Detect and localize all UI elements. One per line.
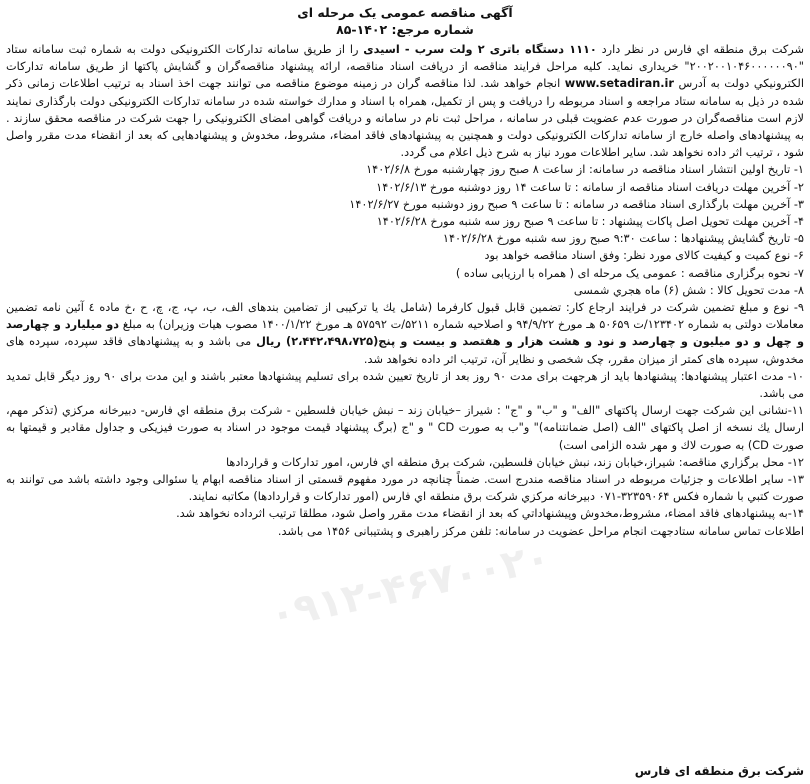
contact-info: اطلاعات تماس سامانه ستادجهت انجام مراحل عضویت در سامانه: تلفن مرکز راهبری و پشتیبانی ۱۴۵۶ می باشد.	[277, 524, 804, 538]
list-item: ۴- آخرین مهلت تحویل اصل پاکات پیشنهاد : تا ساعت ۹ صبح روز سه شنبه مورخ ۱۴۰۲/۶/۲۸	[376, 215, 804, 229]
signature: شرکت برق منطقه ای فارس	[634, 764, 804, 778]
list-item: ۵- تاریخ گشایش پیشنهادها : ساعت ۹:۳۰ صبح روز سه شنبه مورخ ۱۴۰۲/۶/۲۸	[442, 232, 804, 246]
intro-text-a: شرکت برق منطقه اي فارس در نظر دارد	[596, 43, 804, 56]
intro-paragraph	[6, 41, 804, 161]
list-item: ۱۳- سایر اطلاعات و جزئیات مربوطه در اسناد مناقصه مندرج است. ضمناً چنانچه در مورد مفهوم قسمتی از اسناد مناقصه ابهام یا سئوالی وجود داشته باشد می توانند به صورت کتبي با شماره فکس ۳۲۳۵۹۰۶۴-۰۷۱ دبیرخانه مرکزي شرکت برق منطقه اي فارس (امور تدارکات و قراردادها) مکاتبه نمایند.	[6, 473, 804, 504]
list-item: ۲- آخرین مهلت دریافت اسناد مناقصه از سامانه : تا ساعت ۱۴ روز دوشنبه مورخ ۱۴۰۲/۶/۱۳	[376, 180, 804, 194]
tender-notice	[6, 4, 804, 540]
guarantee-amount: دو میلیارد و چهارصد و چهل و دو میلیون و چهارصد و نود و هشت هزار و هفتصد و بیست و پنج(۲،۴۴۲،۴۹۸،۷۲۵) ریال	[6, 318, 804, 349]
list-item: ۳- آخرین مهلت بارگذاری اسناد مناقصه در سامانه : تا ساعت ۹ صبح روز دوشنبه مورخ ۱۴۰۲/۶/۲۷	[349, 197, 804, 211]
list-item: ۱۱-نشانی این شرکت جهت ارسال پاکتهای "الف" و "ب" و "ج" : شیراز –خیابان زند – نبش خیابان فلسطین - شرکت برق منطقه اي فارس- دبیرخانه مرکزي (تذکر مهم، ارسال یك نسخه از اصل پاکتهای "الف (اصل ضمانتنامه)" و"ب به صورت CD " و "ج (برگ پیشنهاد قیمت موجود در اسناد به صورت فیزیکی و جداول مقادیر و قیمتها به صورت CD) به صورت لاك و مهر شده الزامی است)	[6, 404, 804, 452]
list-item: ۱- تاریخ اولین انتشار اسناد مناقصه در سامانه: از ساعت ۸ صبح روز چهارشنبه مورخ ۱۴۰۲/۶/۸	[366, 163, 804, 177]
list-item: ۱۲- محل برگزاري مناقصه: شیراز،خیابان زند، نبش خیابان فلسطین، شرکت برق منطقه اي فارس، امور تدارکات و قراردادها	[225, 455, 804, 469]
list-item: ۷- نحوه برگزاری مناقصه : عمومی یک مرحله ای ( همراه با ارزیابی ساده )	[455, 266, 804, 280]
guarantee-text-b: می باشد و به پیشنهادهای فاقد سپرده، سپرده های مخدوش، سپرده های کمتر از میزان مقرر، چک شخصی و نظایر آن، ترتیب اثر داده نخواهد شد.	[6, 335, 804, 366]
guarantee-text-a: ۹- نوع و مبلغ تضمین شرکت در فرایند ارجاع کار: تضمین قابل قبول کارفرما (شامل یك یا ترکیبی از تضامین بندهای الف، ب، پ، ج، چ، ح ،خ ماده ٤ آئین نامه تضمین معاملات دولتی به شماره ۱۲۳۴۰۲/ت ۵۰۶۵۹ هـ مورخ ۹۴/۹/۲۲ و اصلاحیه شماره ۵۲۱۱/ت ۵۷۵۹۲ هـ مورخ ۱۴۰۰/۱/۲۲ مصوب هیات وزیران) به مبلغ	[6, 301, 804, 332]
intro-item-bold: ۱۱۱۰ دستگاه باتری ۲ ولت سرب - اسیدی	[363, 43, 597, 56]
watermark: ۰۹۱۲-۴۶۷۰۰۲۰	[265, 534, 555, 639]
setad-url-link[interactable]: www.setadiran.ir	[564, 77, 674, 91]
intro-text-b: را از طریق سامانه تدارکات الکترونیکی دولت به شماره ثبت سامانه ستاد "۲۰۰۲۰۰۱۰۴۶۰۰۰۰۰۰۹۰" خریداری نماید. کلیه مراحل فرایند مناقصه از دریافت اسناد مناقصه، ارائه پیشنهاد مناقصه‌گران و گشایش پاکتها از طریق سامانه تدارکات الکترونیکي دولت به آدرس	[6, 43, 804, 91]
reference-number: شماره مرجع: ۱۴۰۲-۸۵	[336, 22, 474, 37]
list-item: ۸- مدت تحویل کالا : شش (۶) ماه هجري شمسی	[573, 283, 804, 297]
list-item: ۱۴-به پیشنهادهای فاقد امضاء، مشروط،مخدوش وپیشنهاداتي که بعد از انقضاء مدت مقرر واصل شود، مطلقا ترتیب اثرداده نخواهد شد.	[176, 507, 804, 521]
list-item: ۶- نوع کمیت و کیفیت کالای مورد نظر: وفق اسناد مناقصه خواهد بود	[484, 249, 804, 263]
list-item: ۱۰- مدت اعتبار پیشنهادها: پیشنهادها باید از هرجهت برای مدت ۹۰ روز بعد از تاریخ تعیین شده برای تسلیم پیشنهادها معتبر باشند و این مدت برای ۹۰ روز دیگر قابل تمدید می باشد.	[6, 369, 804, 401]
guarantee-item	[6, 299, 804, 368]
intro-text-c: انجام خواهد شد. لذا مناقصه گران در زمینه موضوع مناقصه می توانند جهت اخذ اسناد به ترتیب اطلاعات زمانی ذکر شده در ذیل به سامانه ستاد مراجعه و اسناد مربوطه را دریافت و پس از تکمیل، همراه با اسناد و مدارك خواسته شده در سامانه تدارکات الکترونیکی دولت بارگذاری نمایند لازم است مناقصه‌گران در صورت عدم عضویت قبلی در سامانه ، مراحل ثبت نام در سامانه و دریافت گواهی امضای الکترونیکی را جهت شرکت در مناقصه محقق سازند . به پیشنهادهای واصله خارج از سامانه تدارکات الکترونیکی دولت و همچنین به پیشنهادهای فاقد امضاء، مشروط، مخدوش و پیشنهادهایی که بعد از انقضاء مدت مقرر واصل شود ، ترتیب اثر داده نخواهد شد. سایر اطلاعات مورد نیاز به شرح ذیل اعلام می گردد.	[6, 77, 804, 160]
notice-title: آگهی مناقصه عمومی یک مرحله ای	[297, 5, 513, 20]
